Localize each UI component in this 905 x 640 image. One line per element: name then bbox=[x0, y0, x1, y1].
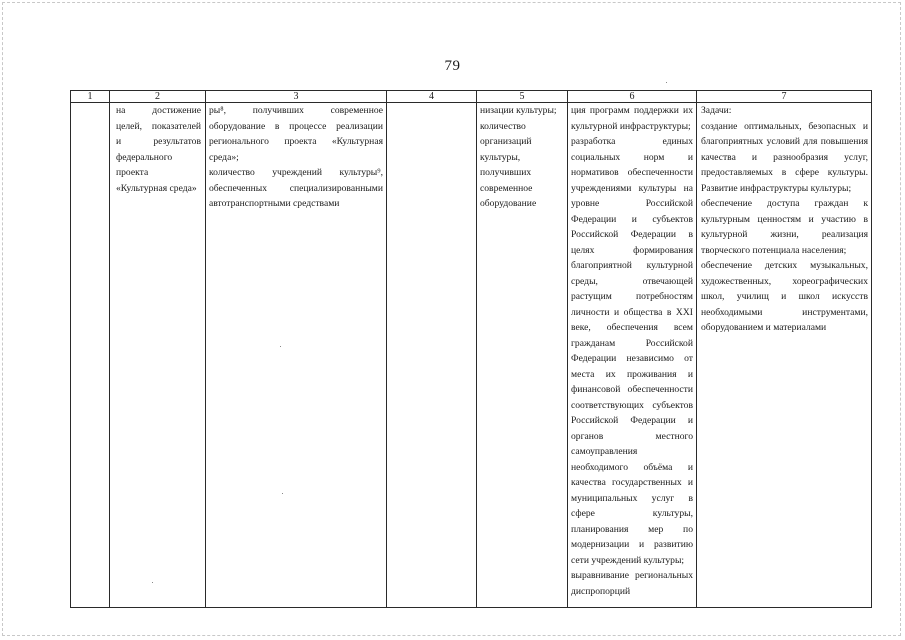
table-row bbox=[71, 103, 872, 608]
cell-col5-text-1: низации культуры; bbox=[480, 105, 557, 116]
cell-col7-text-2: обеспечение доступа граждан к культурным ценностям и участию в культурной жизни, реализация творческого потенциала населения; bbox=[701, 198, 868, 256]
scan-speck bbox=[280, 346, 281, 347]
cell-col7-heading: Задачи: bbox=[701, 105, 732, 116]
cell-col4 bbox=[387, 103, 477, 608]
cell-col1 bbox=[71, 103, 110, 608]
cell-col3 bbox=[206, 103, 387, 608]
cell-col7-text-1: создание оптимальных, безопасных и благоприятных условий для повышения качества и разнообразия услуг, предоставляемых в сфере культуры. Развитие инфраструктуры культуры; bbox=[701, 120, 868, 194]
scan-speck bbox=[152, 582, 153, 583]
cell-col6-text-3: выравнивание региональных диспропорций bbox=[571, 570, 693, 597]
table-header-row bbox=[71, 91, 872, 103]
scan-speck bbox=[666, 82, 667, 83]
cell-col5-text-2: количество организаций культуры, получивших современное оборудование bbox=[480, 120, 537, 209]
column-header-3: 3 bbox=[206, 91, 387, 103]
cell-col7 bbox=[697, 103, 872, 608]
column-header-1: 1 bbox=[71, 91, 110, 103]
cell-col5 bbox=[477, 103, 568, 608]
cell-col3-text-2: количество учреждений культуры⁹, обеспеченных специализированными автотранспортными средствами bbox=[209, 167, 383, 209]
cell-col6-text-2: разработка единых социальных норм и нормативов обеспеченности учреждениями культуры на уровне Российской Федерации и субъектов Российской Федерации в целях формирования благоприятной культурной среды, отвечающей растущим потребностям личности и общества в XXI веке, обеспечения всем гражданам Российской Федерации независимо от места их проживания и финансовой обеспеченности соответствующих субъектов Российской Федерации и органов местного самоуправления необходимого объёма и качества государственных и муниципальных услуг в сфере культуры, планирования мер по модернизации и развитию сети учреждений культуры; bbox=[571, 136, 693, 566]
page-number: 79 bbox=[444, 58, 461, 74]
document-table bbox=[70, 90, 872, 608]
column-header-7: 7 bbox=[697, 91, 872, 103]
cell-col2-text: на достижение целей, показателей и результатов федерального проекта «Культурная среда» bbox=[116, 105, 201, 194]
cell-col2 bbox=[110, 103, 206, 608]
cell-col3-text-1: ры⁸, получивших современное оборудование в процессе реализации регионального проекта «Культурная среда»; bbox=[209, 105, 383, 163]
scan-speck bbox=[282, 493, 283, 494]
column-header-6: 6 bbox=[568, 91, 697, 103]
column-header-2: 2 bbox=[110, 91, 206, 103]
column-header-5: 5 bbox=[477, 91, 568, 103]
cell-col6-text-1: ция программ поддержки их культурной инфраструктуры; bbox=[571, 105, 693, 132]
cell-col7-text-3: обеспечение детских музыкальных, художественных, хореографических школ, училищ и школ искусств необходимыми инструментами, оборудованием и материалами bbox=[701, 260, 868, 333]
cell-col6 bbox=[568, 103, 697, 608]
column-header-4: 4 bbox=[387, 91, 477, 103]
